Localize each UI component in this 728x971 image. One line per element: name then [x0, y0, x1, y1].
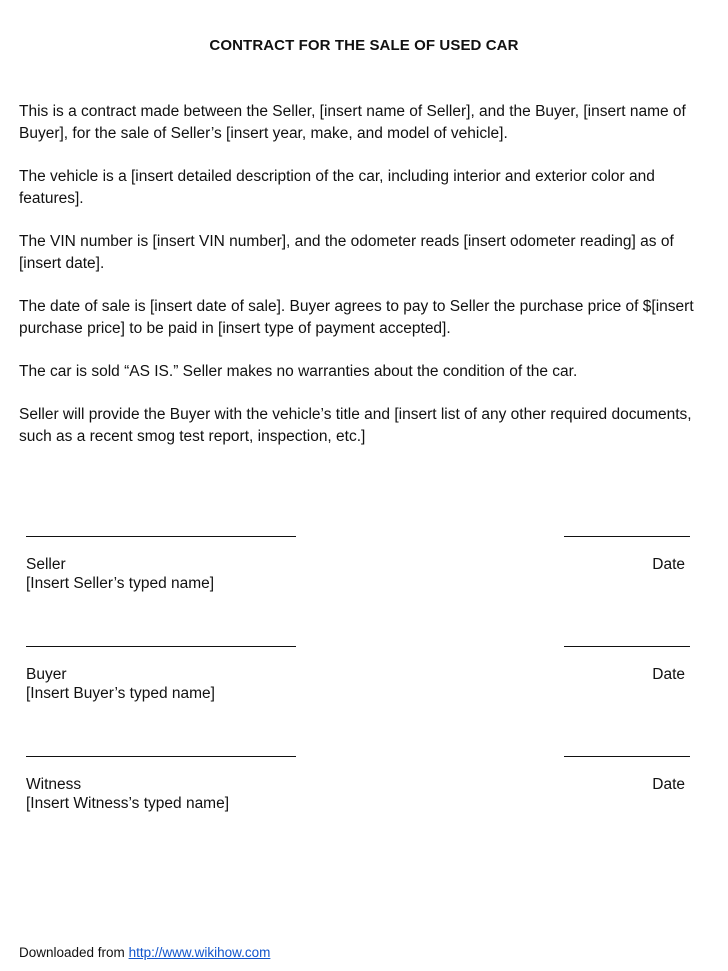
paragraph-documents: Seller will provide the Buyer with the vehicle’s title and [insert list of any other required documents, such as a recent smog test report, inspection, etc.]: [19, 406, 692, 445]
witness-date-line: [564, 756, 690, 757]
paragraph-vin-odometer: The VIN number is [insert VIN number], and the odometer reads [insert odometer reading] as of [insert date].: [19, 233, 674, 272]
seller-date-label: Date: [652, 556, 685, 573]
paragraph-sale-price: The date of sale is [insert date of sale]. Buyer agrees to pay to Seller the purchase price of $[insert purchase price] to be paid in [insert type of payment accepted].: [19, 298, 694, 337]
seller-typed-name: [Insert Seller’s typed name]: [26, 575, 215, 592]
buyer-date-line: [564, 646, 690, 647]
buyer-date-label: Date: [652, 666, 685, 683]
footer: [19, 945, 270, 960]
paragraph-vehicle-description: The vehicle is a [insert detailed description of the car, including interior and exterior color and features].: [19, 168, 655, 207]
wikihow-link[interactable]: http://www.wikihow.com: [128, 945, 271, 960]
footer-prefix: Downloaded from: [19, 945, 125, 960]
contract-title: CONTRACT FOR THE SALE OF USED CAR: [209, 37, 519, 54]
paragraph-parties: This is a contract made between the Seller, [insert name of Seller], and the Buyer, [insert name of Buyer], for the sale of Seller’s [insert year, make, and model of vehicle].: [19, 103, 686, 142]
seller-date-line: [564, 536, 690, 537]
witness-typed-name: [Insert Witness’s typed name]: [26, 795, 230, 812]
paragraph-as-is: The car is sold “AS IS.” Seller makes no warranties about the condition of the car.: [19, 363, 578, 380]
buyer-typed-name: [Insert Buyer’s typed name]: [26, 685, 215, 702]
seller-signature-line: [26, 536, 296, 537]
buyer-signature-line: [26, 646, 296, 647]
witness-label: Witness: [26, 776, 82, 793]
seller-label: Seller: [26, 556, 66, 573]
buyer-label: Buyer: [26, 666, 67, 683]
witness-signature-line: [26, 756, 296, 757]
witness-date-label: Date: [652, 776, 685, 793]
